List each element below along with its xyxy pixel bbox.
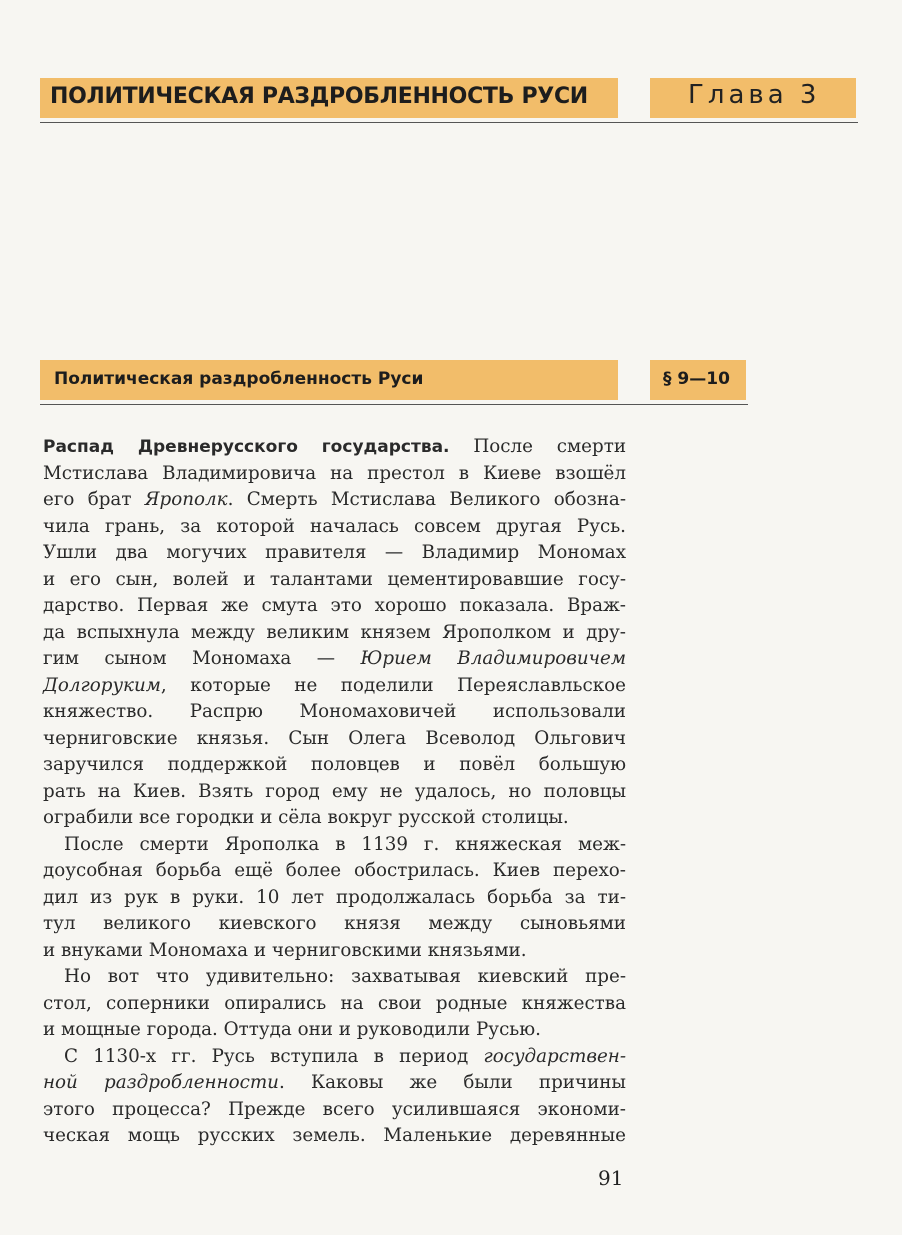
chapter-label: Глава 3 — [688, 80, 821, 110]
emphasis-term: Юрием Владимировичем — [360, 648, 627, 669]
section-title: Политическая раздробленность Руси — [54, 369, 424, 389]
emphasis-term: государствен- — [483, 1045, 626, 1067]
text-line: Долгоруким, которые не поделили Переяславльское — [43, 674, 626, 696]
text-line: да вспыхнула между великим князем Ярополком и дру- — [43, 621, 626, 643]
text-line: дарство. Первая же смута это хорошо показала. Враж- — [43, 595, 626, 616]
text-line: Но вот что удивительно: захватывая киевский пре- — [64, 966, 626, 987]
text-line: и внуками Мономаха и черниговскими князьями. — [43, 939, 527, 961]
text-line: доусобная борьба ещё более обострилась. Киев перехо- — [43, 860, 626, 881]
page-number: 91 — [598, 1166, 624, 1190]
text-line: заручился поддержкой половцев и повёл большую — [43, 754, 626, 775]
chapter-divider — [40, 122, 858, 123]
text-line: княжество. Распрю Мономаховичей использовали — [43, 701, 626, 722]
section-divider — [40, 404, 748, 405]
text-line: ограбили все городки и сёла вокруг русской столицы. — [43, 807, 569, 828]
text-line: гим сыном Мономаха — Юрием Владимировичем — [43, 648, 627, 669]
emphasis-term: Ярополк — [144, 489, 228, 510]
text-line: и мощные города. Оттуда они и руководили Русью. — [43, 1019, 541, 1040]
text-line: черниговские князья. Сын Олега Всеволод Ольгович — [43, 727, 626, 749]
chapter-title: ПОЛИТИЧЕСКАЯ РАЗДРОБЛЕННОСТЬ РУСИ — [50, 84, 588, 109]
text-line: рать на Киев. Взять город ему не удалось, но половцы — [43, 780, 626, 802]
text-line: С 1130-х гг. Русь вступила в период государствен- — [64, 1045, 626, 1067]
paragraph-lead: Распад Древнерусского государства. — [43, 437, 450, 457]
main-text — [43, 434, 626, 1150]
text-line: этого процесса? Прежде всего усилившаяся экономи- — [43, 1098, 626, 1120]
section-number: § 9—10 — [663, 369, 730, 389]
emphasis-term: Долгоруким — [43, 674, 161, 696]
text-line: ческая мощь русских земель. Маленькие деревянные — [43, 1125, 626, 1146]
text-line: Распад Древнерусского государства. После смерти — [43, 436, 626, 457]
text-line: и его сын, волей и талантами цементировавшие госу- — [43, 568, 626, 590]
text-line: Ушли два могучих правителя — Владимир Мономах — [43, 542, 626, 563]
text-line: его брат Ярополк. Смерть Мстислава Великого обозна- — [43, 489, 627, 510]
text-line: стол, соперники опирались на свои родные княжества — [43, 992, 626, 1014]
text-line: После смерти Ярополка в 1139 г. княжеская меж- — [64, 833, 626, 855]
text-line: тул великого киевского князя между сыновьями — [43, 913, 626, 934]
text-line: Мстислава Владимировича на престол в Киеве взошёл — [43, 462, 626, 484]
text-line: ной раздробленности. Каковы же были причины — [43, 1072, 626, 1093]
emphasis-term: ной раздробленности — [43, 1072, 279, 1093]
text-line: дил из рук в руки. 10 лет продолжалась борьба за ти- — [43, 886, 626, 908]
text-line: чила грань, за которой началась совсем другая Русь. — [43, 515, 626, 537]
